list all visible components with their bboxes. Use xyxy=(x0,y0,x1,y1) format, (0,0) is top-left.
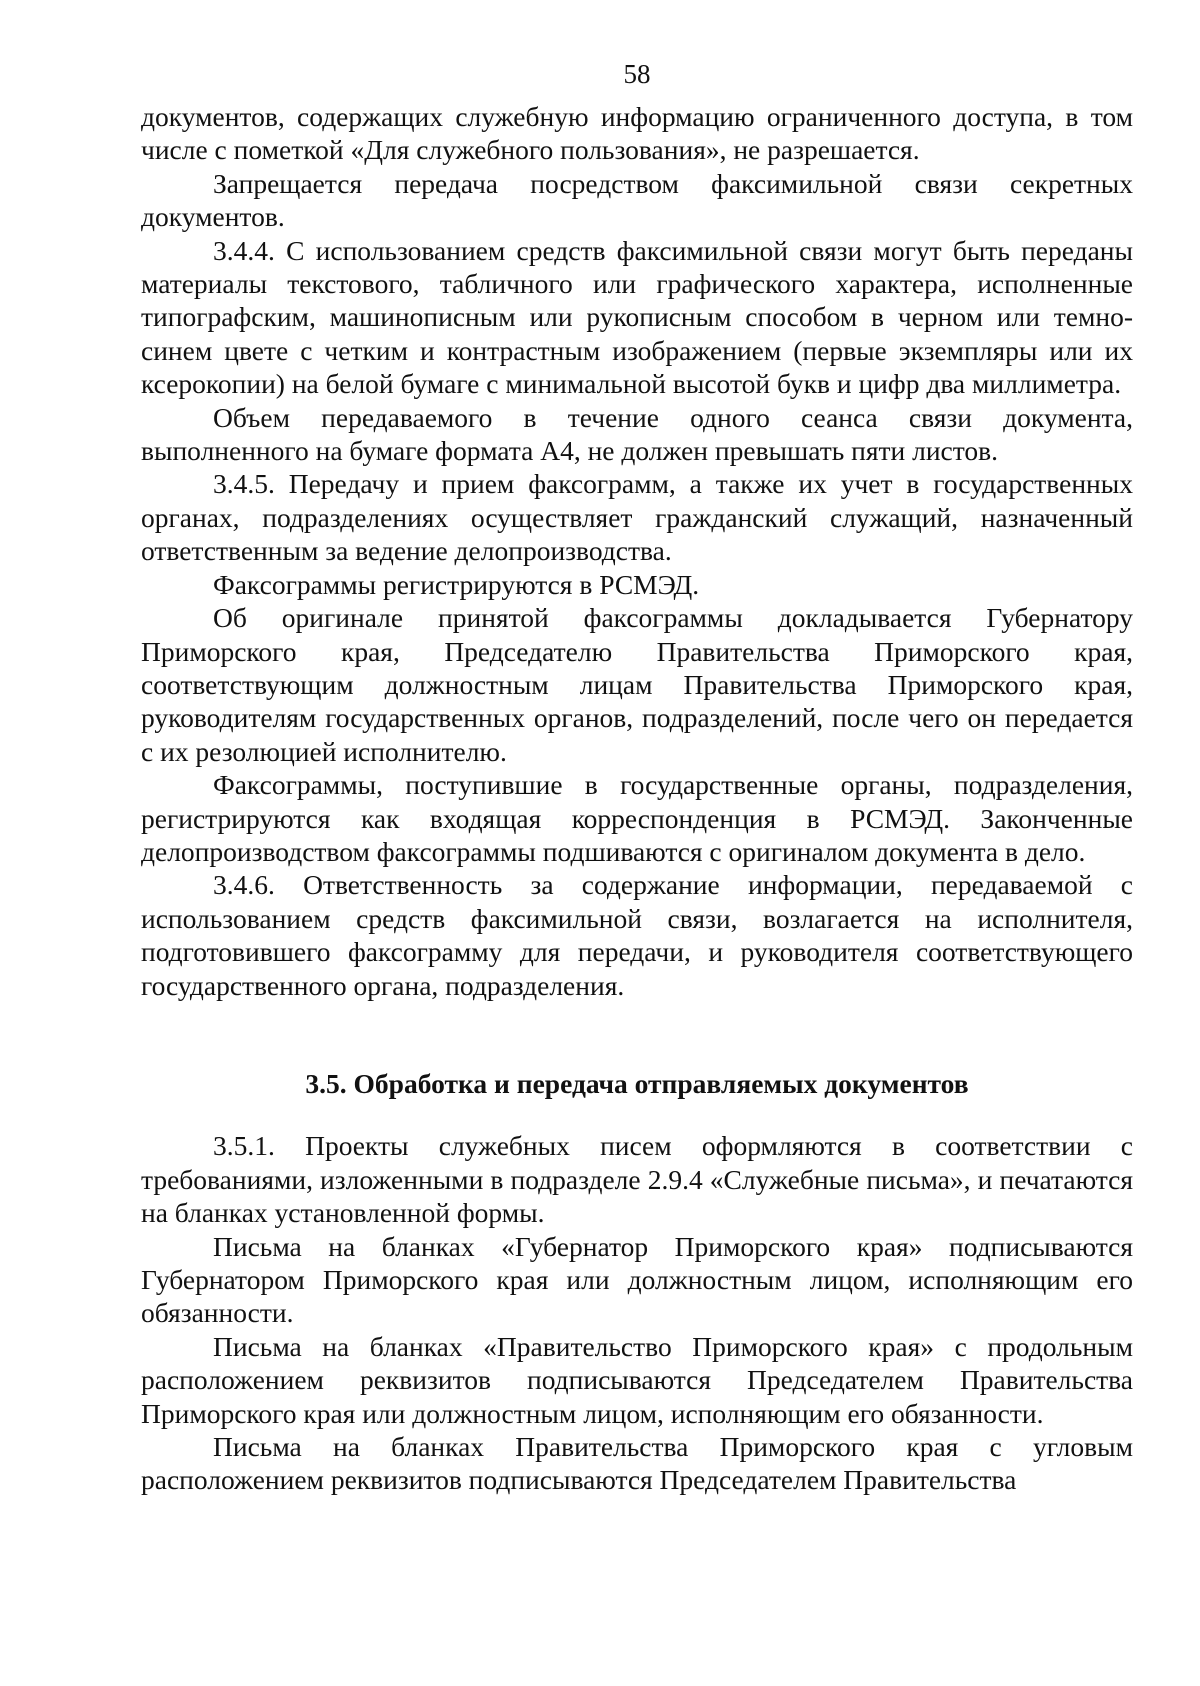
section-heading-3-5: 3.5. Обработка и передача отправляемых документов xyxy=(305,1067,969,1099)
paragraph-government-letters-longitudinal: Письма на бланках «Правительство Приморского края» с продольным расположением реквизитов подписываются Председателем Правительства Приморского края или должностным лицом, исполняющим его обязанности. xyxy=(141,1330,1133,1429)
paragraph-governor-letters: Письма на бланках «Губернатор Приморского края» подписываются Губернатором Приморского края или должностным лицом, исполняющим его обязанности. xyxy=(141,1230,1133,1329)
paragraph-government-letters-corner: Письма на бланках Правительства Приморского края с угловым расположением реквизитов подписываются Председателем Правительства xyxy=(141,1431,1133,1496)
document-page xyxy=(141,58,1133,1497)
paragraph-fax-volume: Объем передаваемого в течение одного сеанса связи документа, выполненного на бумаге формата А4, не должен превышать пяти листов. xyxy=(141,401,1133,467)
paragraph-3-4-4: 3.4.4. С использованием средств факсимильной связи могут быть переданы материалы текстового, табличного или графического характера, исполненные типографским, машинописным или рукописным способом в черном или темно-синем цвете с четким и контрастным изображением (первые экземпляры или их ксерокопии) на белой бумаге с минимальной высотой букв и цифр два миллиметра. xyxy=(141,234,1133,400)
page-number: 58 xyxy=(623,59,651,89)
paragraph-fax-incoming: Факсограммы, поступившие в государственные органы, подразделения, регистрируются как входящая корреспонденция в РСМЭД. Законченные делопроизводством факсограммы подшиваются с оригиналом документа в дело. xyxy=(141,769,1133,867)
paragraph-fax-original-report: Об оригинале принятой факсограммы докладывается Губернатору Приморского края, Председателю Правительства Приморского края, соответствующим должностным лицам Правительства Приморского края, руководителям государственных органов, подразделений, после чего он передается с их резолюцией исполнителю. xyxy=(141,602,1133,767)
paragraph-fax-secret-ban: Запрещается передача посредством факсимильной связи секретных документов. xyxy=(141,167,1133,233)
paragraph-fax-registration: Факсограммы регистрируются в РСМЭД. xyxy=(213,568,700,600)
paragraph-3-4-6: 3.4.6. Ответственность за содержание информации, передаваемой с использованием средств факсимильной связи, возлагается на исполнителя, подготовившего факсограмму для передачи, и руководителя соответствующего государственного органа, подразделения. xyxy=(141,869,1133,1001)
paragraph-3-5-1: 3.5.1. Проекты служебных писем оформляются в соответствии с требованиями, изложенными в подразделе 2.9.4 «Служебные письма», и печатаются на бланках установленной формы. xyxy=(141,1130,1133,1229)
paragraph-3-4-5: 3.4.5. Передачу и прием факсограмм, а также их учет в государственных органах, подразделениях осуществляет гражданский служащий, назначенный ответственным за ведение делопроизводства. xyxy=(141,468,1133,567)
paragraph-continuation: документов, содержащих служебную информацию ограниченного доступа, в том числе с пометкой «Для служебного пользования», не разрешается. xyxy=(141,101,1133,166)
